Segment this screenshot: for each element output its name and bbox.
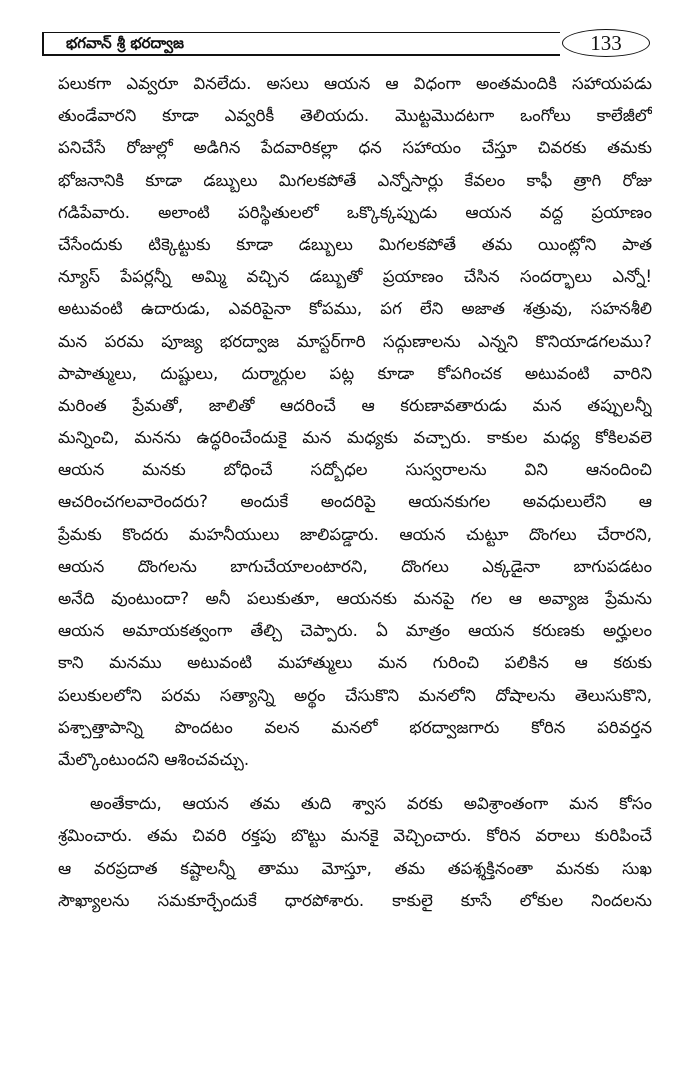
text-line: ఆ వరప్రదాత కష్టాలన్నీ తాము మోస్తూ, తమ తపశ్శక్తినంతా మనకు సుఖ — [58, 858, 652, 878]
text-line: గడిపేవారు. అలాంటి పరిస్థితులలో ఒక్కొక్కప్పుడు ఆయన వద్ద ప్రయాణం — [58, 202, 652, 222]
text-line: ఆచరించగలవారెందరు? అందుకే అందరిపై ఆయనకుగల అవధులులేని ఆ — [58, 492, 652, 512]
body-text — [58, 68, 652, 917]
text-line: పశ్చాత్తాపాన్ని పొందటం వలన మనలో భరద్వాజగారు కోరిన పరివర్తన — [58, 717, 652, 737]
text-line: మన్నించి, మనను ఉద్ధరించేందుకై మన మధ్యకు వచ్చారు. కాకుల మధ్య కోకిలవలె — [58, 428, 652, 448]
text-line: శ్రమించారు. తమ చివరి రక్తపు బొట్టు మనకై వెచ్చించారు. కోరిన వరాలు కురిపించే — [58, 826, 652, 846]
text-line: చేసేందుకు టిక్కెట్టుకు కూడా డబ్బులు మిగలకపోతే తమ యింట్లోని పాత — [58, 234, 652, 254]
text-line: కాని మనము అటువంటి మహాత్ములు మన గురించి పలికిన ఆ కఠుకు — [58, 653, 652, 673]
text-line: పలుకగా ఎవ్వరూ వినలేదు. అసలు ఆయన ఆ విధంగా అంతమందికి సహాయపడు — [58, 74, 652, 93]
page-header — [42, 32, 652, 58]
header-bottom-rule — [42, 54, 560, 56]
text-line: అంతేకాదు, ఆయన తమ తుది శ్వాస వరకు అవిశ్రాంతంగా మన కోసం — [90, 794, 652, 814]
text-line: పాపాత్ములు, దుష్టులు, దుర్మార్గుల పట్ల కూడా కోపగించక అటువంటి వారిని — [58, 363, 652, 383]
running-title: భగవాన్ శ్రీ భరద్వాజ — [66, 34, 184, 52]
paragraph — [58, 788, 652, 917]
text-line: న్యూస్ పేపర్లన్నీ అమ్మి వచ్చిన డబ్బుతో ప్రయాణం చేసిన సందర్భాలు ఎన్నో! — [58, 267, 652, 287]
text-line: అనేది వుంటుందా? అనీ పలుకుతూ, ఆయనకు మనపై గల ఆ అవ్యాజ ప్రేమను — [58, 589, 652, 608]
text-line: మన పరమ పూజ్య భరద్వాజ మాస్టర్‌గారి సద్గుణాలను ఎన్నని కొనియాడగలము? — [58, 331, 652, 351]
text-line: ఆయన దొంగలను బాగుచేయాలంటారని, దొంగలు ఎక్కడైనా బాగుపడటం — [58, 556, 652, 576]
text-line: తుండేవారని కూడా ఎవ్వరికీ తెలియదు. మొట్టమొదటగా ఒంగోలు కాలేజీలో — [58, 106, 652, 126]
text-line: మేల్కొంటుందని ఆశించవచ్చు. — [58, 749, 250, 769]
page-number: 133 — [590, 31, 622, 55]
text-line: ఆయన అమాయకత్వంగా తేల్చి చెప్పారు. ఏ మాత్రం ఆయన కరుణకు అర్హులం — [58, 621, 652, 641]
text-line: సౌఖ్యాలను సమకూర్చేందుకే ధారపోశారు. కాకులై కూసే లోకుల నిందలను — [58, 890, 652, 910]
header-left-rule — [42, 32, 44, 56]
paragraph-gap — [58, 776, 652, 788]
text-line: పనిచేసే రోజుల్లో అడిగిన పేదవారికల్లా ధన సహాయం చేస్తూ చివరకు తమకు — [58, 138, 652, 158]
text-line: మరింత ప్రేమతో, జాలితో ఆదరించే ఆ కరుణావతారుడు మన తప్పులన్నీ — [58, 395, 652, 415]
text-line: ప్రేమకు కొందరు మహనీయులు జాలిపడ్డారు. ఆయన చుట్టూ దొంగలు చేరారని, — [58, 524, 652, 544]
text-line: ఆయన మనకు బోధించే సద్బోధల సుస్వరాలను విని ఆనందించి — [58, 460, 652, 480]
paragraph — [58, 68, 652, 776]
page-number-badge — [562, 29, 650, 57]
text-line: భోజనానికి కూడా డబ్బులు మిగలకపోతే ఎన్నోసార్లు కేవలం కాఫీ త్రాగి రోజు — [58, 170, 652, 190]
text-line: అటువంటి ఉదారుడు, ఎవరిపైనా కోపము, పగ లేని అజాత శత్రువు, సహనశీలి — [58, 299, 652, 319]
text-line: పలుకులలోని పరమ సత్యాన్ని అర్థం చేసుకొని మనలోని దోషాలను తెలుసుకొని, — [58, 685, 652, 705]
